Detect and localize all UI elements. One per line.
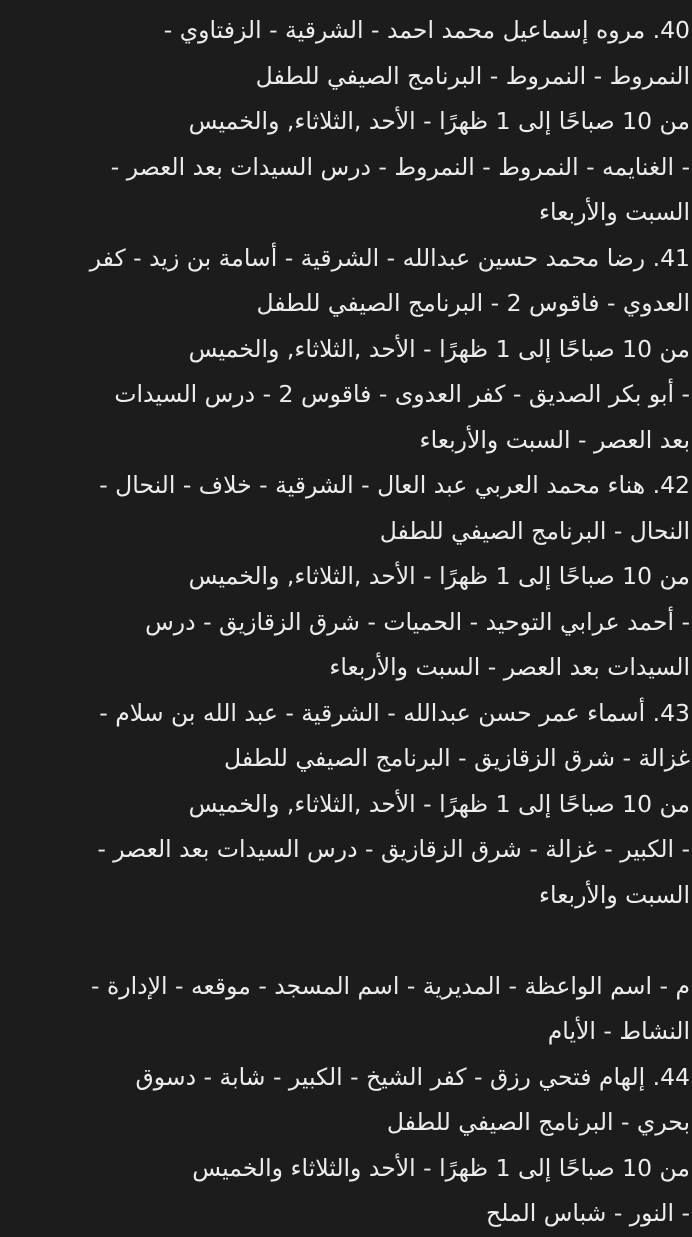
message-line: غزالة - شرق الزقازيق - البرنامج الصيفي للطفل xyxy=(224,744,690,772)
message-line: من 10 صباحًا إلى 1 ظهرًا - الأحد ,الثلاثاء, والخميس xyxy=(188,107,690,135)
message-line: بحري - البرنامج الصيفي للطفل xyxy=(386,1108,690,1136)
message-line: من 10 صباحًا إلى 1 ظهرًا - الأحد والثلاثاء والخميس xyxy=(192,1153,690,1182)
message-line: - أحمد عرابي التوحيد - الحميات - شرق الزقازيق - درس xyxy=(145,607,690,636)
message-line: م - اسم الواعظة - المديرية - اسم المسجد - موقعه - الإدارة - xyxy=(91,971,690,1000)
message-line: من 10 صباحًا إلى 1 ظهرًا - الأحد ,الثلاثاء, والخميس xyxy=(188,789,690,818)
message-line: من 10 صباحًا إلى 1 ظهرًا - الأحد ,الثلاثاء, والخميس xyxy=(188,334,690,363)
message-line: بعد العصر - السبت والأربعاء xyxy=(419,425,690,454)
message-line: السبت والأربعاء xyxy=(538,880,690,909)
message-line: من 10 صباحًا إلى 1 ظهرًا - الأحد ,الثلاثاء, والخميس xyxy=(188,562,690,590)
message-line: 43. أسماء عمر حسن عبدالله - الشرقية - عبد الله بن سلام - xyxy=(99,698,690,727)
message-line: 44. إلهام فتحي رزق - كفر الشيخ - الكبير - شابة - دسوق xyxy=(135,1062,690,1091)
message-line: السيدات بعد العصر - السبت والأربعاء xyxy=(329,653,690,681)
message-line: السبت والأربعاء xyxy=(538,198,690,226)
message-line: - الكبير - غزالة - شرق الزقازيق - درس السيدات بعد العصر - xyxy=(97,835,690,863)
message-line: النمروط - النمروط - البرنامج الصيفي للطفل xyxy=(255,61,690,90)
message-line: النحال - البرنامج الصيفي للطفل xyxy=(379,516,690,545)
blank-line xyxy=(6,918,690,964)
message-line: - أبو بكر الصديق - كفر العدوى - فاقوس 2 - درس السيدات xyxy=(114,380,690,408)
message-line: 42. هناء محمد العربي عبد العال - الشرقية - خلاف - النحال - xyxy=(99,471,690,499)
message-line: - الغنايمه - النمروط - النمروط - درس السيدات بعد العصر - xyxy=(110,152,690,181)
message-line: 41. رضا محمد حسين عبدالله - الشرقية - أسامة بن زيد - كفر xyxy=(89,243,690,272)
message-line: 40. مروه إسماعيل محمد احمد - الشرقية - الزفتاوي - xyxy=(163,16,690,44)
message-line: العدوي - فاقوس 2 - البرنامج الصيفي للطفل xyxy=(256,289,690,317)
message-line: النشاط - الأيام xyxy=(547,1017,690,1045)
message-line: - النور - شباس الملح xyxy=(486,1199,690,1227)
